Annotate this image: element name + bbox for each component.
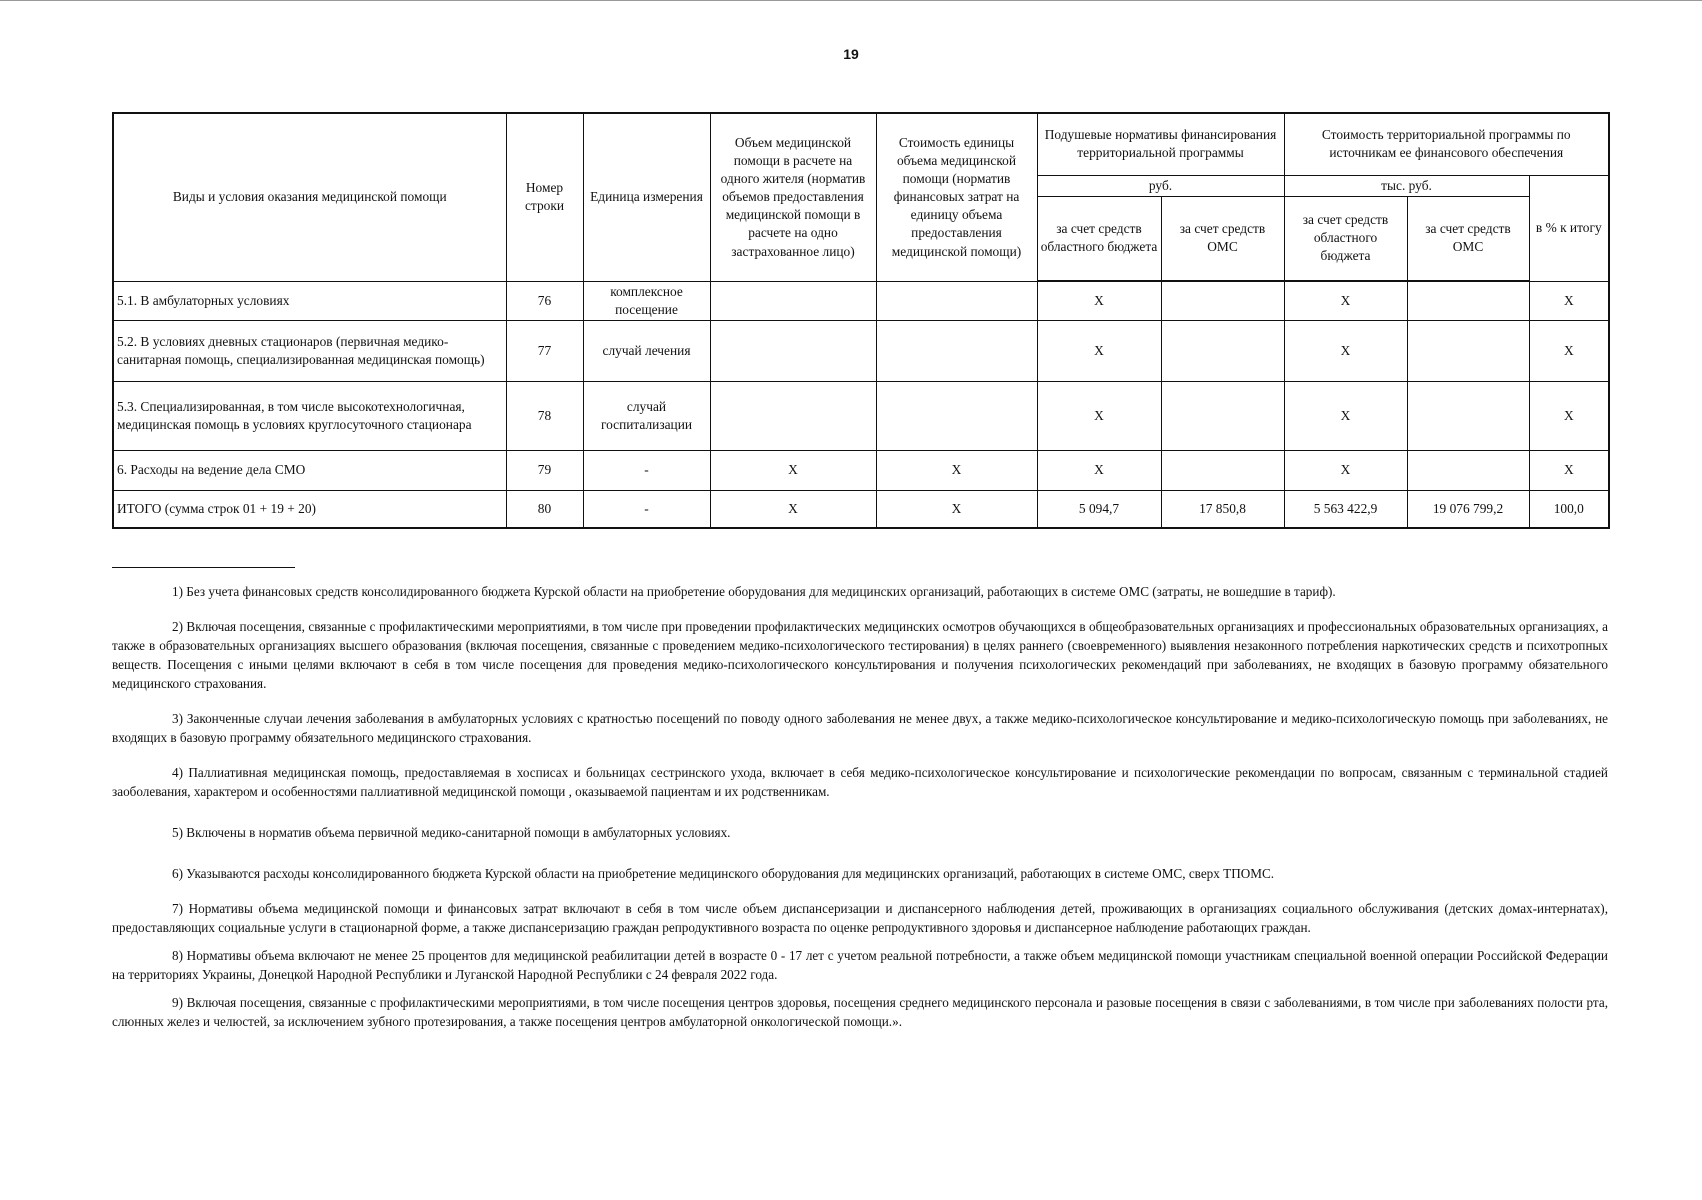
- header-row-1: [113, 113, 1609, 175]
- footnote-3: 3) Законченные случаи лечения заболевания в амбулаторных условиях с кратностью посещений по поводу одного заболевания не менее двух, а также медико-психологическое консультирование и медико-психологическую помощь при заболеваниях, не входящих в базовую программу обязательного медицинского страхования.: [112, 711, 1608, 745]
- row-tp-budget: X: [1284, 450, 1407, 490]
- table-container: [112, 112, 1610, 529]
- row-tp-oms: [1407, 281, 1529, 320]
- financing-table: [112, 112, 1610, 529]
- row-volume: [710, 381, 876, 450]
- row-tp-oms: [1407, 320, 1529, 381]
- row-pc-budget: X: [1037, 381, 1161, 450]
- row-pc-budget: X: [1037, 450, 1161, 490]
- row-number: 76: [506, 281, 583, 320]
- row-number: 78: [506, 381, 583, 450]
- table-row: [113, 381, 1609, 450]
- row-tp-budget: X: [1284, 281, 1407, 320]
- row-unit: комплексное посещение: [583, 281, 710, 320]
- header-per-capita: Подушевые нормативы финансирования территориальной программы: [1037, 113, 1284, 175]
- row-volume: X: [710, 490, 876, 528]
- row-cost: [876, 381, 1037, 450]
- row-percent: X: [1529, 320, 1609, 381]
- row-volume: [710, 281, 876, 320]
- page-number: 19: [843, 46, 859, 62]
- footnote-9: 9) Включая посещения, связанные с профилактическими мероприятиями, в том числе посещения центров здоровья, посещения среднего медицинского персонала и разовые посещения в связи с заболеваниями, в том числе при заболеваниях полости рта, слюнных желез и челюстей, за исключением зубного протезирования, а также посещения центров амбулаторной онкологической помощи.».: [112, 995, 1608, 1029]
- header-tp-oms: за счет средств ОМС: [1407, 196, 1529, 281]
- table-row: [113, 281, 1609, 320]
- footnote-2: 2) Включая посещения, связанные с профилактическими мероприятиями, в том числе при проведении профилактических медицинских осмотров обучающихся в общеобразовательных организациях и профессиональных образовательных организациях, а также в образовательных организациях высшего образования (включая посещения, связанные с проведением медико-психологического тестирования) в целях раннего (своевременного) выявления незаконного потребления наркотических средств и психотропных веществ. Посещения с иными целями включают в себя в том числе посещения для проведения медико-психологического консультирования и получения психологических рекомендаций при заболеваниях, не входящих в базовую программу обязательного медицинского страхования.: [112, 619, 1608, 691]
- row-number: 77: [506, 320, 583, 381]
- row-unit: случай госпитализации: [583, 381, 710, 450]
- row-unit: -: [583, 450, 710, 490]
- header-pc-budget: за счет средств областного бюджета: [1037, 196, 1161, 281]
- row-pc-oms: 17 850,8: [1161, 490, 1284, 528]
- row-cost: [876, 281, 1037, 320]
- row-pc-budget: X: [1037, 320, 1161, 381]
- header-rub: руб.: [1037, 175, 1284, 196]
- header-volume: Объем медицинской помощи в расчете на одного жителя (норматив объемов предоставления медицинской помощи в расчете на одно застрахованное лицо): [710, 113, 876, 281]
- footnote-5: 5) Включены в норматив объема первичной медико-санитарной помощи в амбулаторных условиях.: [172, 825, 731, 840]
- row-name: 5.1. В амбулаторных условиях: [113, 281, 506, 320]
- row-volume: [710, 320, 876, 381]
- row-cost: X: [876, 450, 1037, 490]
- header-cost: Стоимость единицы объема медицинской помощи (норматив финансовых затрат на единицу объема предоставления медицинской помощи): [876, 113, 1037, 281]
- row-cost: X: [876, 490, 1037, 528]
- row-tp-oms: [1407, 450, 1529, 490]
- row-number: 79: [506, 450, 583, 490]
- page-edge: [0, 0, 1702, 1]
- row-pc-oms: [1161, 450, 1284, 490]
- header-program-cost: Стоимость территориальной программы по источникам ее финансового обеспечения: [1284, 113, 1609, 175]
- row-pc-oms: [1161, 320, 1284, 381]
- table-row: [113, 450, 1609, 490]
- footnote-separator: [112, 567, 295, 568]
- header-thousand-rub: тыс. руб.: [1284, 175, 1529, 196]
- header-types: Виды и условия оказания медицинской помощи: [113, 113, 506, 281]
- row-tp-budget: X: [1284, 381, 1407, 450]
- row-percent: X: [1529, 381, 1609, 450]
- header-tp-budget: за счет средств областного бюджета: [1284, 196, 1407, 281]
- row-tp-budget: 5 563 422,9: [1284, 490, 1407, 528]
- row-cost: [876, 320, 1037, 381]
- table-row-total: [113, 490, 1609, 528]
- table-row: [113, 320, 1609, 381]
- row-tp-oms: [1407, 381, 1529, 450]
- row-name: 6. Расходы на ведение дела СМО: [113, 450, 506, 490]
- row-pc-oms: [1161, 381, 1284, 450]
- row-percent: X: [1529, 281, 1609, 320]
- header-pc-oms: за счет средств ОМС: [1161, 196, 1284, 281]
- header-unit: Единица измерения: [583, 113, 710, 281]
- row-pc-oms: [1161, 281, 1284, 320]
- row-tp-oms: 19 076 799,2: [1407, 490, 1529, 528]
- row-tp-budget: X: [1284, 320, 1407, 381]
- row-number: 80: [506, 490, 583, 528]
- row-unit: случай лечения: [583, 320, 710, 381]
- header-percent-total: в % к итогу: [1529, 175, 1609, 281]
- row-pc-budget: 5 094,7: [1037, 490, 1161, 528]
- row-name: ИТОГО (сумма строк 01 + 19 + 20): [113, 490, 506, 528]
- footnotes: [112, 580, 1608, 1031]
- row-pc-budget: X: [1037, 281, 1161, 320]
- row-percent: 100,0: [1529, 490, 1609, 528]
- footnote-4: 4) Паллиативная медицинская помощь, предоставляемая в хосписах и больницах сестринского ухода, включает в себя медико-психологическое консультирование и психологические рекомендации по вопросам, связанным с терминальной стадией заоболевания, характером и особенностями паллиативной медицинской помощи , оказываемой пациентам и их родственникам.: [112, 765, 1608, 799]
- row-unit: -: [583, 490, 710, 528]
- row-name: 5.3. Специализированная, в том числе высокотехнологичная, медицинская помощь в условиях круглосуточного стационара: [113, 381, 506, 450]
- footnote-1: 1) Без учета финансовых средств консолидированного бюджета Курской области на приобретение оборудования для медицинских организаций, работающих в системе ОМС (затраты, не вошедшие в тариф).: [172, 584, 1336, 599]
- footnote-6: 6) Указываются расходы консолидированного бюджета Курской области на приобретение медицинского оборудования для медицинских организаций, работающих в системе ОМС, сверх ТПОМС.: [172, 866, 1275, 881]
- header-row-number: Номер строки: [506, 113, 583, 281]
- row-volume: X: [710, 450, 876, 490]
- footnote-8: 8) Нормативы объема включают не менее 25 процентов для медицинской реабилитации детей в возрасте 0 - 17 лет с учетом реальной потребности, а также объем медицинской помощи участникам специальной военной операции Российской Федерации на территориях Украины, Донецкой Народной Республики и Луганской Народной Республики с 24 февраля 2022 года.: [112, 948, 1608, 982]
- footnote-7: 7) Нормативы объема медицинской помощи и финансовых затрат включают в себя в том числе объем диспансеризации и диспансерного наблюдения детей, проживающих в организациях социального обслуживания (детских домах-интернатах), предоставляющих социальные услуги в стационарной форме, а также диспансеризацию граждан репродуктивного возраста по оценке репродуктивного здоровья и диспансерное наблюдение работающих граждан.: [112, 901, 1608, 935]
- row-name: 5.2. В условиях дневных стационаров (первичная медико-санитарная помощь, специализированная медицинская помощь): [113, 320, 506, 381]
- row-percent: X: [1529, 450, 1609, 490]
